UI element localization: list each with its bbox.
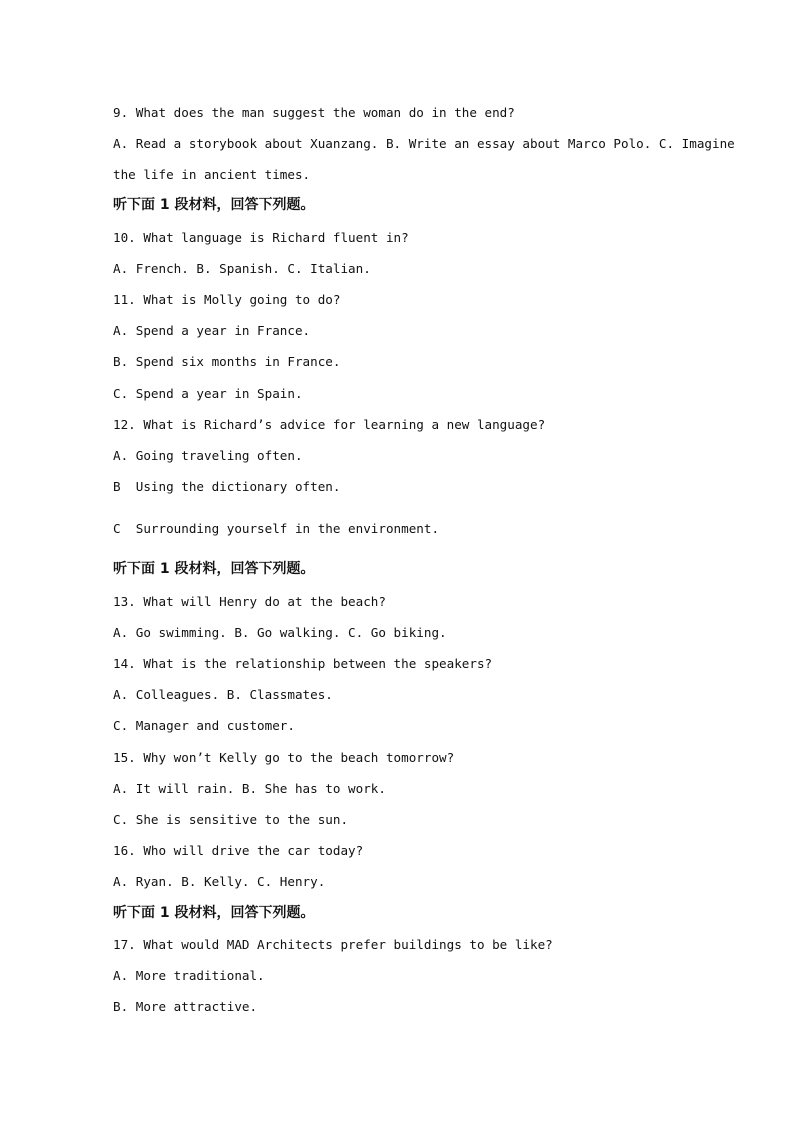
question-16: 16. Who will drive the car today? xyxy=(113,843,364,858)
question-12: 12. What is Richard’s advice for learning a new language? xyxy=(113,417,546,432)
question-17: 17. What would MAD Architects prefer buildings to be like? xyxy=(113,937,553,952)
question-14-options: A. Colleagues. B. Classmates. xyxy=(113,687,333,702)
section-heading: 听下面 1 段材料，回答下列题。 xyxy=(113,197,315,213)
section-heading: 听下面 1 段材料，回答下列题。 xyxy=(113,561,315,577)
question-12-option-c: C Surrounding yourself in the environment. xyxy=(113,521,440,536)
question-16-options: A. Ryan. B. Kelly. C. Henry. xyxy=(113,874,326,889)
question-14: 14. What is the relationship between the speakers? xyxy=(113,656,493,671)
section-heading: 听下面 1 段材料，回答下列题。 xyxy=(113,905,315,921)
question-15-options: A. It will rain. B. She has to work. xyxy=(113,781,386,796)
question-13: 13. What will Henry do at the beach? xyxy=(113,594,386,609)
question-11: 11. What is Molly going to do? xyxy=(113,292,341,307)
question-10-options: A. French. B. Spanish. C. Italian. xyxy=(113,261,371,276)
question-10: 10. What language is Richard fluent in? xyxy=(113,230,409,245)
question-9-options: A. Read a storybook about Xuanzang. B. Write an essay about Marco Polo. C. Imagine xyxy=(113,136,735,151)
question-11-option-a: A. Spend a year in France. xyxy=(113,323,311,338)
question-11-option-c: C. Spend a year in Spain. xyxy=(113,386,303,401)
question-14-option-c: C. Manager and customer. xyxy=(113,718,295,733)
question-15: 15. Why won’t Kelly go to the beach tomorrow? xyxy=(113,750,455,765)
question-12-option-b: B Using the dictionary often. xyxy=(113,479,341,494)
question-9-options-cont: the life in ancient times. xyxy=(113,167,311,182)
question-12-option-a: A. Going traveling often. xyxy=(113,448,303,463)
question-13-options: A. Go swimming. B. Go walking. C. Go biking. xyxy=(113,625,447,640)
question-17-option-a: A. More traditional. xyxy=(113,968,265,983)
question-11-option-b: B. Spend six months in France. xyxy=(113,354,341,369)
question-15-option-c: C. She is sensitive to the sun. xyxy=(113,812,349,827)
question-17-option-b: B. More attractive. xyxy=(113,999,258,1014)
question-9: 9. What does the man suggest the woman do in the end? xyxy=(113,105,515,120)
